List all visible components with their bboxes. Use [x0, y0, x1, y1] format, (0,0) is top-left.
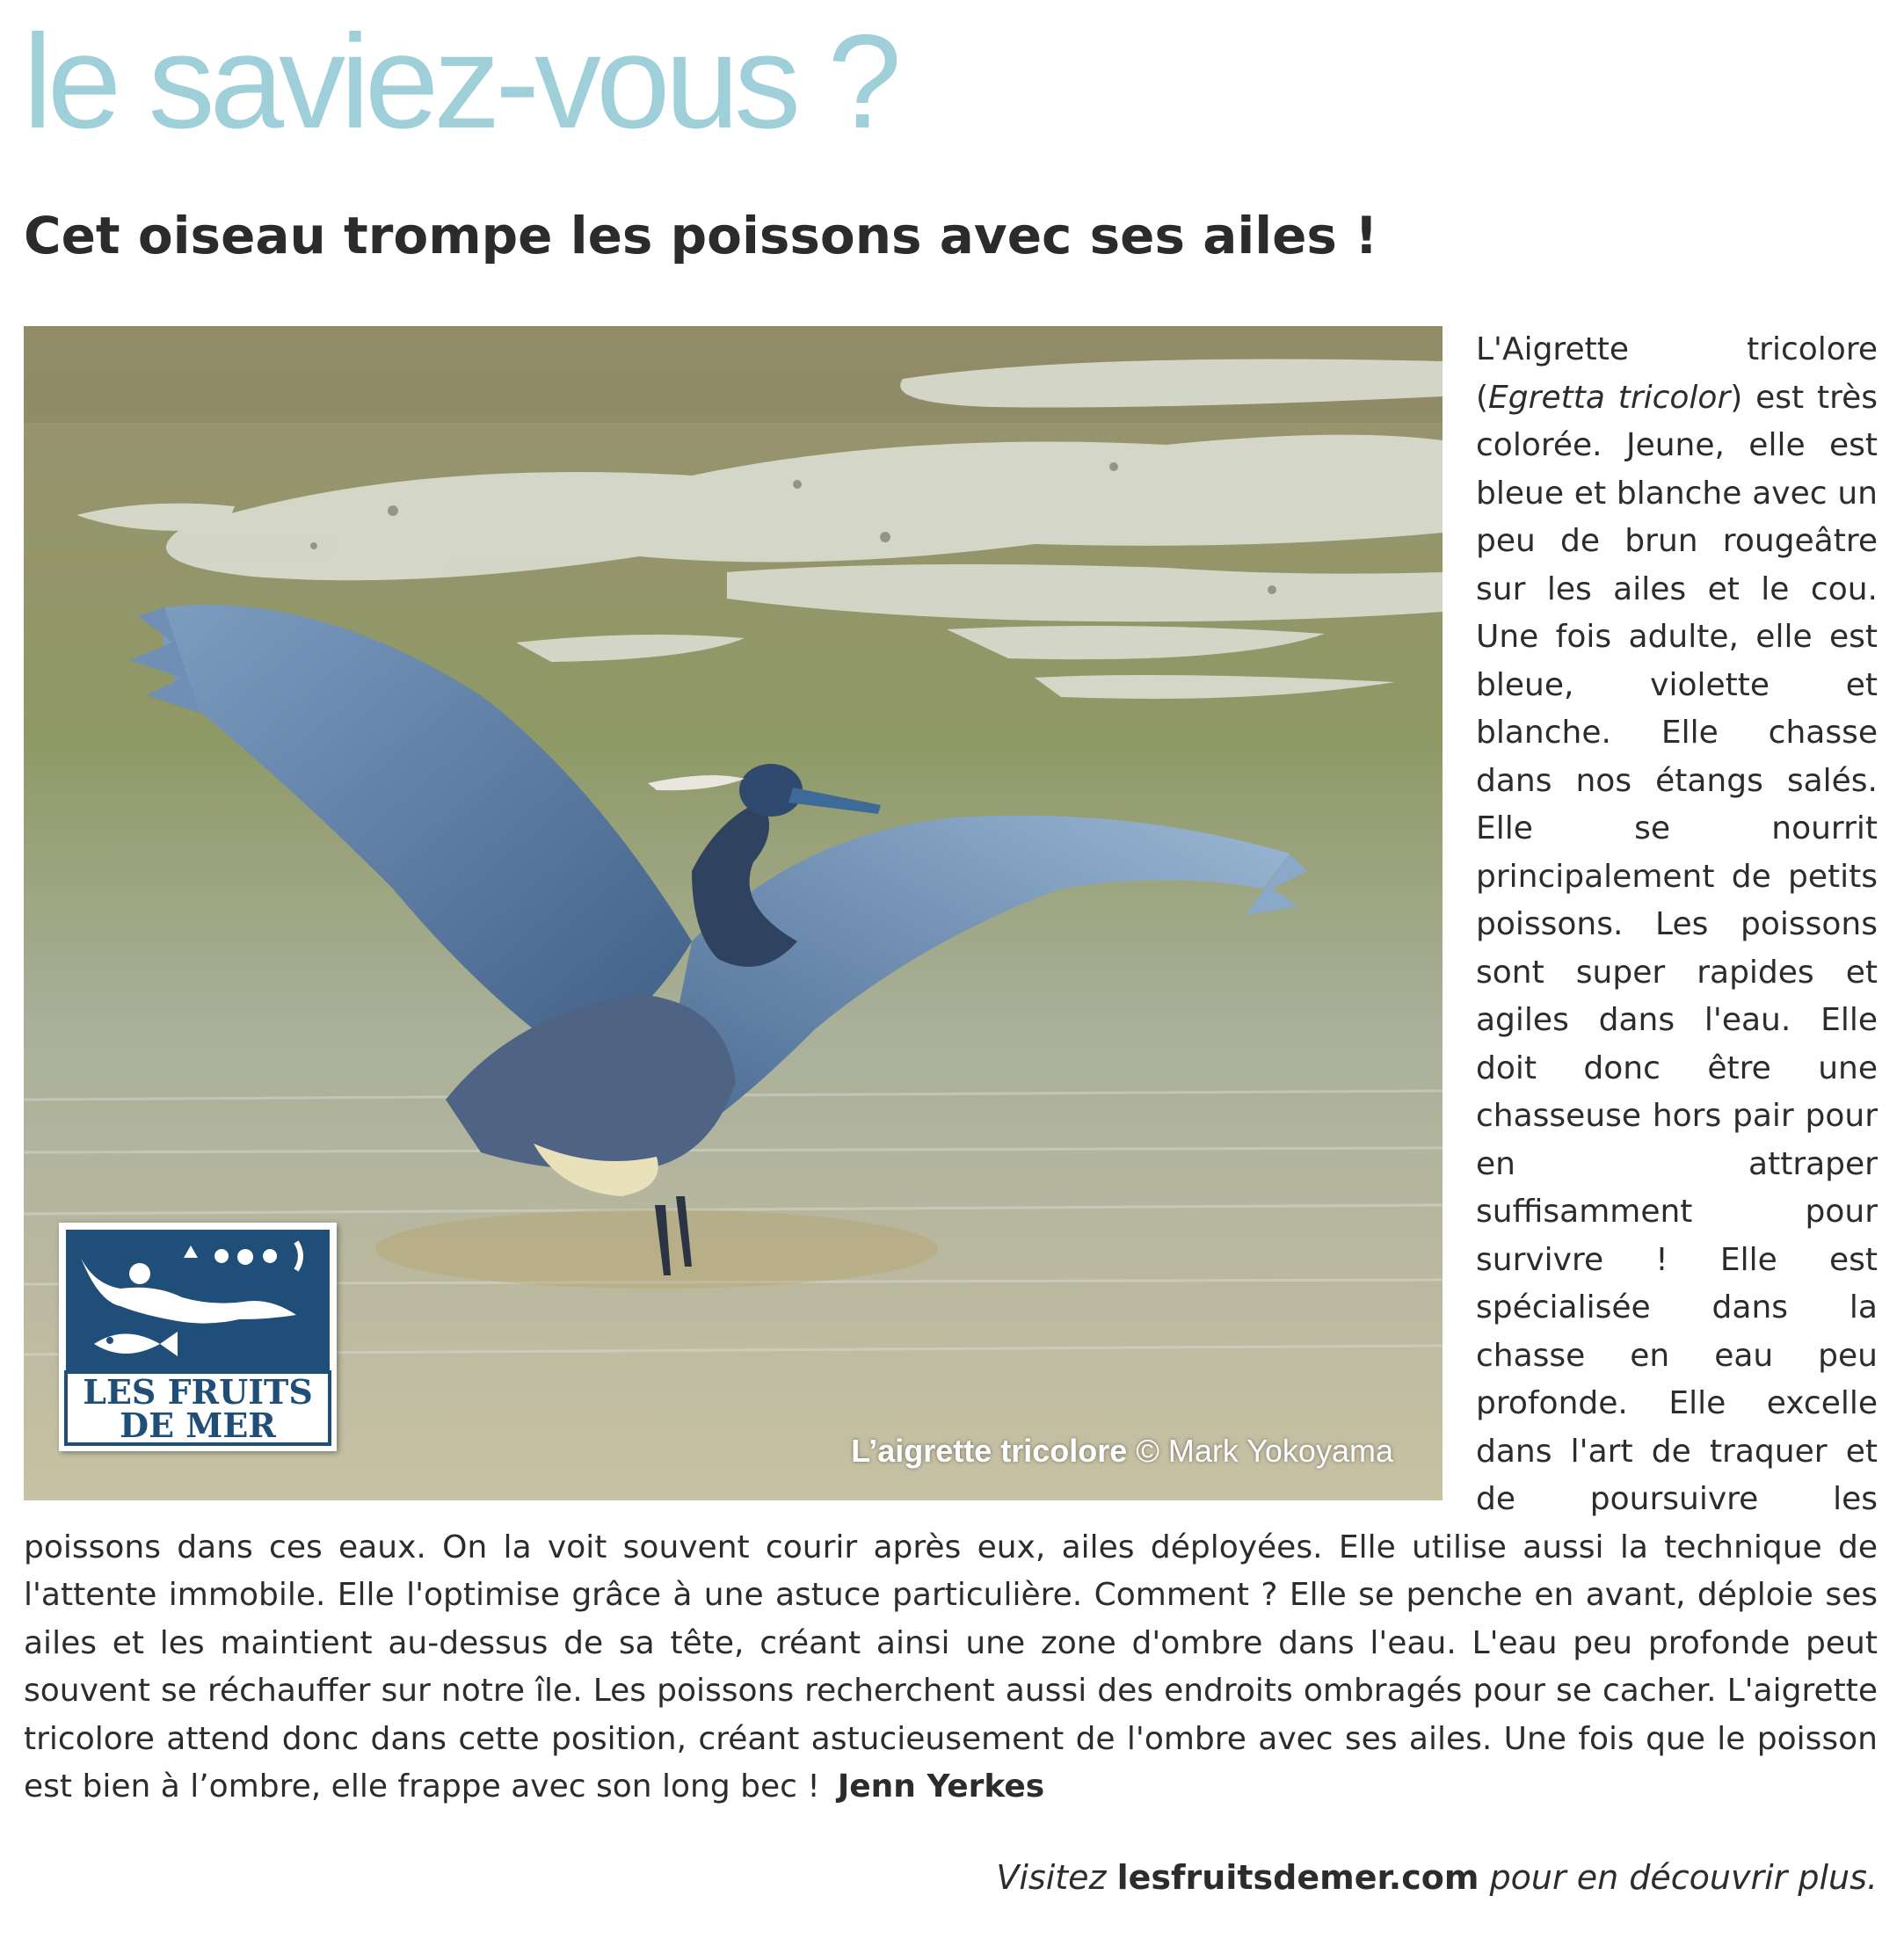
- footer-before: Visitez: [996, 1858, 1117, 1897]
- article-intro: L'Aigrette tricolore (: [1476, 331, 1878, 416]
- article-author: Jenn Yerkes: [837, 1768, 1045, 1805]
- mermaid-logo-icon: [59, 1223, 337, 1451]
- article-body: [24, 326, 1878, 1812]
- website-link[interactable]: lesfruitsdemer.com: [1116, 1858, 1479, 1897]
- footer-note: [996, 1851, 1878, 1904]
- heron-photo: [24, 326, 1443, 1500]
- article-headline: Cet oiseau trompe les poissons avec ses ailes !: [24, 206, 1378, 265]
- logo-line-2: DE MER: [120, 1405, 276, 1445]
- footer-after: pour en découvrir plus.: [1479, 1858, 1878, 1897]
- caption-title: L’aigrette tricolore: [851, 1433, 1128, 1469]
- les-fruits-de-mer-logo: [59, 1223, 337, 1451]
- logo-line-1: LES FRUITS: [83, 1372, 313, 1412]
- section-kicker: le saviez-vous ?: [23, 7, 897, 156]
- caption-credit: © Mark Yokoyama: [1136, 1433, 1393, 1469]
- photo-caption: [851, 1432, 1393, 1471]
- article-text: ) est très colorée. Jeune, elle est bleue et blanche avec un peu de brun rougeâtre sur les ailes et le cou. Une fois adulte, elle est bleue, violette et blanche. Elle chasse dans nos étangs salés. Elle se nourrit principalement de petits poissons. Les poissons sont super rapides et agiles dans l'eau. Elle doit donc être une chasseuse hors pair pour en attraper suffisamment pour survivre ! Elle est spécialisée dans la chasse en eau peu profonde. Elle excelle dans l'art de traquer et de poursuivre les poissons dans ces eaux. On la voit souvent courir après eux, ailes déployées. Elle utilise aussi la technique de l'attente immobile. Elle l'optimise grâce à une astuce particulière. Comment ? Elle se penche en avant, déploie ses ailes et les maintient au-dessus de sa tête, créant ainsi une zone d'ombre dans l'eau. L'eau peu profonde peut souvent se réchauffer sur notre île. Les poissons recherchent aussi des endroits ombragés pour se cacher. L'aigrette tricolore attend donc dans cette position, créant astucieusement de l'ombre avec ses ailes. Une fois que le poisson est bien à l’ombre, elle frappe avec son long bec !: [24, 379, 1878, 1805]
- species-name: Egretta tricolor: [1488, 379, 1731, 416]
